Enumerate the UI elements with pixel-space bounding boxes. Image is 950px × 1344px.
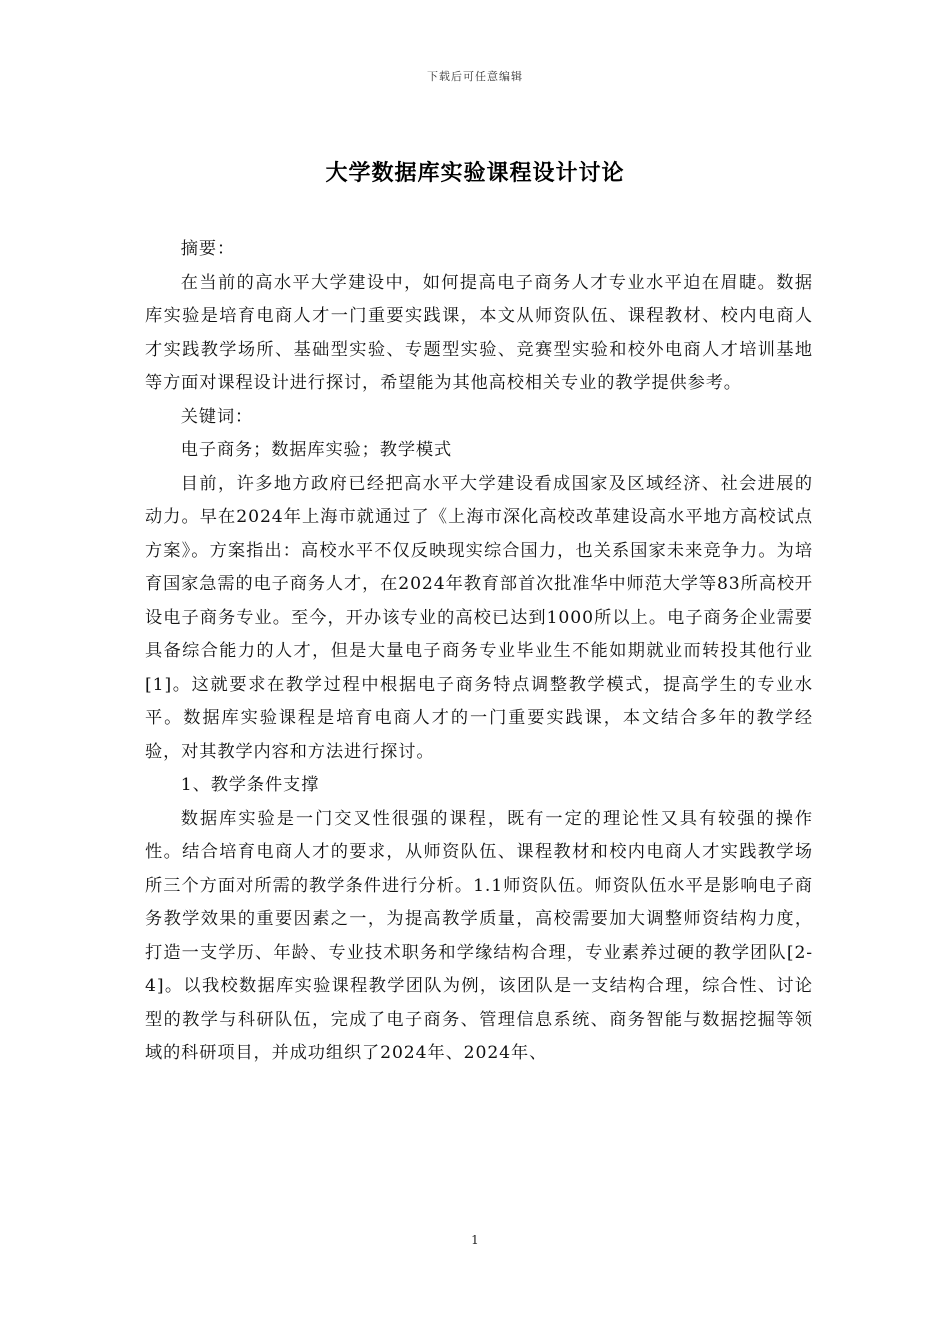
page-title: 大学数据库实验课程设计讨论	[325, 160, 625, 186]
abstract-paragraph: 在当前的高水平大学建设中，如何提高电子商务人才专业水平迫在眉睫。数据库实验是培育电商人才一门重要实践课，本文从师资队伍、课程教材、校内电商人才实践教学场所、基础型实验、专题型实验、竞赛型实验和校外电商人才培训基地等方面对课程设计进行探讨，希望能为其他高校相关专业的教学提供参考。	[145, 272, 813, 393]
abstract-label: 摘要：	[180, 239, 236, 259]
keywords-paragraph: 电子商务；数据库实验；教学模式	[180, 440, 453, 460]
keywords-label: 关键词：	[180, 406, 254, 427]
intro-paragraph: 目前，许多地方政府已经把高水平大学建设看成国家及区域经济、社会进展的动力。早在2024年上海市就通过了《上海市深化高校改革建设高水平地方高校试点方案》。方案指出：高校水平不仅反映现实综合国力，也关系国家未来竞争力。为培育国家急需的电子商务人才，在2024年教育部首次批准华中师范大学等83所高校开设电子商务专业。至今，开办该专业的高校已达到1000所以上。电子商务企业需要具备综合能力的人才，但是大量电子商务专业毕业生不能如期就业而转投其他行业[1]。这就要求在教学过程中根据电子商务特点调整教学模式，提高学生的专业水平。数据库实验课程是培育电商人才的一门重要实践课，本文结合多年的教学经验，对其教学内容和方法进行探讨。	[145, 473, 813, 762]
section-heading: 1、教学条件支撑	[180, 775, 320, 795]
page-number: 1	[471, 1233, 479, 1247]
document-body	[145, 233, 813, 1071]
section-paragraph: 数据库实验是一门交叉性很强的课程，既有一定的理论性又具有较强的操作性。结合培育电商人才的要求，从师资队伍、课程教材和校内电商人才实践教学场所三个方面对所需的教学条件进行分析。1.1师资队伍。师资队伍水平是影响电子商务教学效果的重要因素之一，为提高教学质量，高校需要加大调整师资结构力度，打造一支学历、年龄、专业技术职务和学缘结构合理，专业素养过硬的教学团队[2-4]。以我校数据库实验课程教学团队为例，该团队是一支结构合理，综合性、讨论型的教学与科研队伍，完成了电子商务、管理信息系统、商务智能与数据挖掘等领域的科研项目，并成功组织了2024年、2024年、	[145, 808, 813, 1063]
header-note: 下载后可任意编辑	[427, 70, 523, 83]
